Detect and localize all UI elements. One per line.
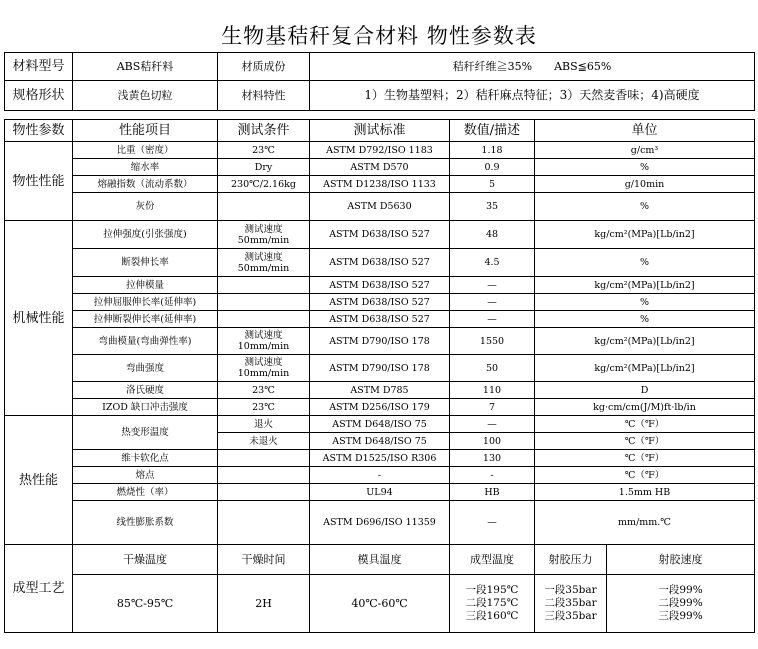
form-label: 规格形状 <box>5 81 73 111</box>
unit-cell: % <box>535 294 755 311</box>
condition-cell <box>218 294 310 311</box>
item-cell: 燃烧性（率） <box>73 484 218 501</box>
unit-cell: ℃（℉） <box>535 416 755 433</box>
column-value: 数值/描述 <box>450 120 535 142</box>
column-standard: 测试标准 <box>310 120 450 142</box>
property-table <box>4 52 755 633</box>
column-unit: 单位 <box>535 120 755 142</box>
unit-cell: kg/cm²(MPa)[Lb/in2] <box>535 328 755 355</box>
condition-cell: 测试速度 10mm/min <box>218 328 310 355</box>
table-row <box>5 294 755 311</box>
item-cell: 洛氏硬度 <box>73 382 218 399</box>
pressure-stage: 二段35bar <box>544 596 597 609</box>
standard-cell: ASTM D638/ISO 527 <box>310 294 450 311</box>
item-cell: 拉伸强度(引张强度) <box>73 221 218 249</box>
standard-cell: ASTM D638/ISO 527 <box>310 277 450 294</box>
standard-cell: ASTM D1525/ISO R306 <box>310 450 450 467</box>
table-row <box>5 484 755 501</box>
item-cell: 熔融指数（流动系数） <box>73 176 218 193</box>
pressure-stage: 三段35bar <box>544 610 597 623</box>
condition-cell: 测试速度 50mm/min <box>218 249 310 277</box>
standard-cell: ASTM D790/ISO 178 <box>310 355 450 382</box>
unit-cell: D <box>535 382 755 399</box>
molding-temp-cell <box>450 575 535 633</box>
molding-header-row <box>5 545 755 575</box>
value-cell: 130 <box>450 450 535 467</box>
condition-cell <box>218 193 310 221</box>
value-cell: 1550 <box>450 328 535 355</box>
value-cell: — <box>450 416 535 433</box>
item-cell: 线性膨胀系数 <box>73 501 218 545</box>
unit-cell: ℃（℉） <box>535 433 755 450</box>
material-value: ABS秸秆料 <box>73 53 218 81</box>
item-cell: 缩水率 <box>73 159 218 176</box>
molding-header: 干燥温度 <box>73 545 218 575</box>
category-mechanical: 机械性能 <box>5 221 73 416</box>
table-row <box>5 450 755 467</box>
unit-cell: g/cm³ <box>535 142 755 159</box>
molding-header: 射胶速度 <box>607 545 755 575</box>
molding-header: 成型温度 <box>450 545 535 575</box>
value-cell: — <box>450 294 535 311</box>
table-row <box>5 193 755 221</box>
unit-cell: kg/cm²(MPa)[Lb/in2] <box>535 355 755 382</box>
column-condition: 测试条件 <box>218 120 310 142</box>
composition-label: 材质成份 <box>218 53 310 81</box>
condition-cell: 测试速度 10mm/min <box>218 355 310 382</box>
material-label: 材料型号 <box>5 53 73 81</box>
table-row <box>5 467 755 484</box>
item-cell: 灰份 <box>73 193 218 221</box>
molding-header: 射胶压力 <box>535 545 607 575</box>
unit-cell: kg/cm²(MPa)[Lb/in2] <box>535 277 755 294</box>
standard-cell: ASTM D570 <box>310 159 450 176</box>
standard-cell: ASTM D696/ISO 11359 <box>310 501 450 545</box>
condition-cell: Dry <box>218 159 310 176</box>
feature-value: 1）生物基塑料；2）秸秆麻点特征；3）天然麦香味；4)高硬度 <box>310 81 755 111</box>
category-thermal: 热性能 <box>5 416 73 545</box>
feature-label: 材料特性 <box>218 81 310 111</box>
value-cell: — <box>450 501 535 545</box>
standard-cell: ASTM D5630 <box>310 193 450 221</box>
pressure-stage: 一段35bar <box>544 583 597 596</box>
condition-cell <box>218 501 310 545</box>
standard-cell: UL94 <box>310 484 450 501</box>
molding-value-row <box>5 575 755 633</box>
item-cell: 熔点 <box>73 467 218 484</box>
table-row <box>5 416 755 433</box>
unit-cell: % <box>535 249 755 277</box>
table-row <box>5 399 755 416</box>
condition-cell: 230℃/2.16kg <box>218 176 310 193</box>
standard-cell: ASTM D638/ISO 527 <box>310 221 450 249</box>
item-cell: 拉伸屈服伸长率(延伸率) <box>73 294 218 311</box>
standard-cell: ASTM D648/ISO 75 <box>310 433 450 450</box>
standard-cell: ASTM D1238/ISO 1133 <box>310 176 450 193</box>
unit-cell: kg·cm/cm(J/M)ft·lb/in <box>535 399 755 416</box>
item-cell: IZOD 缺口冲击强度 <box>73 399 218 416</box>
standard-cell: ASTM D638/ISO 527 <box>310 249 450 277</box>
item-cell: 拉伸模量 <box>73 277 218 294</box>
item-cell: 拉伸断裂伸长率(延伸率) <box>73 311 218 328</box>
column-category: 物性参数 <box>5 120 73 142</box>
temp-stage: 二段175℃ <box>465 596 519 609</box>
pressure-cell <box>535 575 607 633</box>
value-cell: HB <box>450 484 535 501</box>
condition-cell: 23℃ <box>218 142 310 159</box>
table-row <box>5 277 755 294</box>
speed-stage: 二段99% <box>658 596 703 609</box>
table-row <box>5 159 755 176</box>
value-cell: 4.5 <box>450 249 535 277</box>
table-row <box>5 382 755 399</box>
condition-cell: 退火 <box>218 416 310 433</box>
value-cell: - <box>450 467 535 484</box>
value-cell: 0.9 <box>450 159 535 176</box>
unit-cell: ℃（℉） <box>535 467 755 484</box>
speed-cell <box>607 575 755 633</box>
item-cell: 弯曲强度 <box>73 355 218 382</box>
unit-cell: g/10min <box>535 176 755 193</box>
speed-stage: 一段99% <box>658 583 703 596</box>
item-cell: 弯曲模量(弯曲弹性率) <box>73 328 218 355</box>
table-row <box>5 311 755 328</box>
item-cell-hdt: 热变形温度 <box>73 416 218 450</box>
molding-header: 模具温度 <box>310 545 450 575</box>
speed-stage: 三段99% <box>658 610 703 623</box>
unit-cell: % <box>535 193 755 221</box>
table-row <box>5 249 755 277</box>
temp-stage: 一段195℃ <box>465 583 519 596</box>
value-cell: — <box>450 277 535 294</box>
standard-cell: ASTM D638/ISO 527 <box>310 311 450 328</box>
table-row <box>5 501 755 545</box>
condition-cell <box>218 467 310 484</box>
value-cell: 110 <box>450 382 535 399</box>
molding-header: 干燥时间 <box>218 545 310 575</box>
condition-cell <box>218 450 310 467</box>
condition-cell: 23℃ <box>218 382 310 399</box>
dry-temp-cell: 85℃-95℃ <box>73 575 218 633</box>
material-row <box>5 53 755 81</box>
unit-cell: % <box>535 311 755 328</box>
item-cell: 断裂伸长率 <box>73 249 218 277</box>
value-cell: 7 <box>450 399 535 416</box>
value-cell: 35 <box>450 193 535 221</box>
column-item: 性能项目 <box>73 120 218 142</box>
form-value: 浅黄色切粒 <box>73 81 218 111</box>
spacer-row <box>5 111 755 120</box>
value-cell: 100 <box>450 433 535 450</box>
standard-cell: - <box>310 467 450 484</box>
unit-cell: 1.5mm HB <box>535 484 755 501</box>
dry-time-cell: 2H <box>218 575 310 633</box>
category-physical: 物性性能 <box>5 142 73 221</box>
unit-cell: % <box>535 159 755 176</box>
category-molding: 成型工艺 <box>5 545 73 633</box>
table-row <box>5 142 755 159</box>
standard-cell: ASTM D648/ISO 75 <box>310 416 450 433</box>
standard-cell: ASTM D785 <box>310 382 450 399</box>
table-row <box>5 221 755 249</box>
value-cell: 48 <box>450 221 535 249</box>
table-row <box>5 176 755 193</box>
item-cell: 维卡软化点 <box>73 450 218 467</box>
condition-cell: 未退火 <box>218 433 310 450</box>
unit-cell: mm/mm.℃ <box>535 501 755 545</box>
condition-cell <box>218 311 310 328</box>
temp-stage: 三段160℃ <box>465 610 519 623</box>
document-title: 生物基秸秆复合材料 物性参数表 <box>221 24 537 48</box>
value-cell: 1.18 <box>450 142 535 159</box>
unit-cell: kg/cm²(MPa)[Lb/in2] <box>535 221 755 249</box>
value-cell: 50 <box>450 355 535 382</box>
column-header-row <box>5 120 755 142</box>
composition-value: 秸秆纤维≧35% ABS≦65% <box>310 53 755 81</box>
standard-cell: ASTM D256/ISO 179 <box>310 399 450 416</box>
mold-temp-cell: 40℃-60℃ <box>310 575 450 633</box>
table-row <box>5 355 755 382</box>
table-row <box>5 328 755 355</box>
condition-cell: 测试速度 50mm/min <box>218 221 310 249</box>
value-cell: 5 <box>450 176 535 193</box>
item-cell: 比重（密度） <box>73 142 218 159</box>
unit-cell: ℃（℉） <box>535 450 755 467</box>
condition-cell <box>218 277 310 294</box>
standard-cell: ASTM D790/ISO 178 <box>310 328 450 355</box>
condition-cell <box>218 484 310 501</box>
form-row <box>5 81 755 111</box>
value-cell: — <box>450 311 535 328</box>
condition-cell: 23℃ <box>218 399 310 416</box>
standard-cell: ASTM D792/ISO 1183 <box>310 142 450 159</box>
